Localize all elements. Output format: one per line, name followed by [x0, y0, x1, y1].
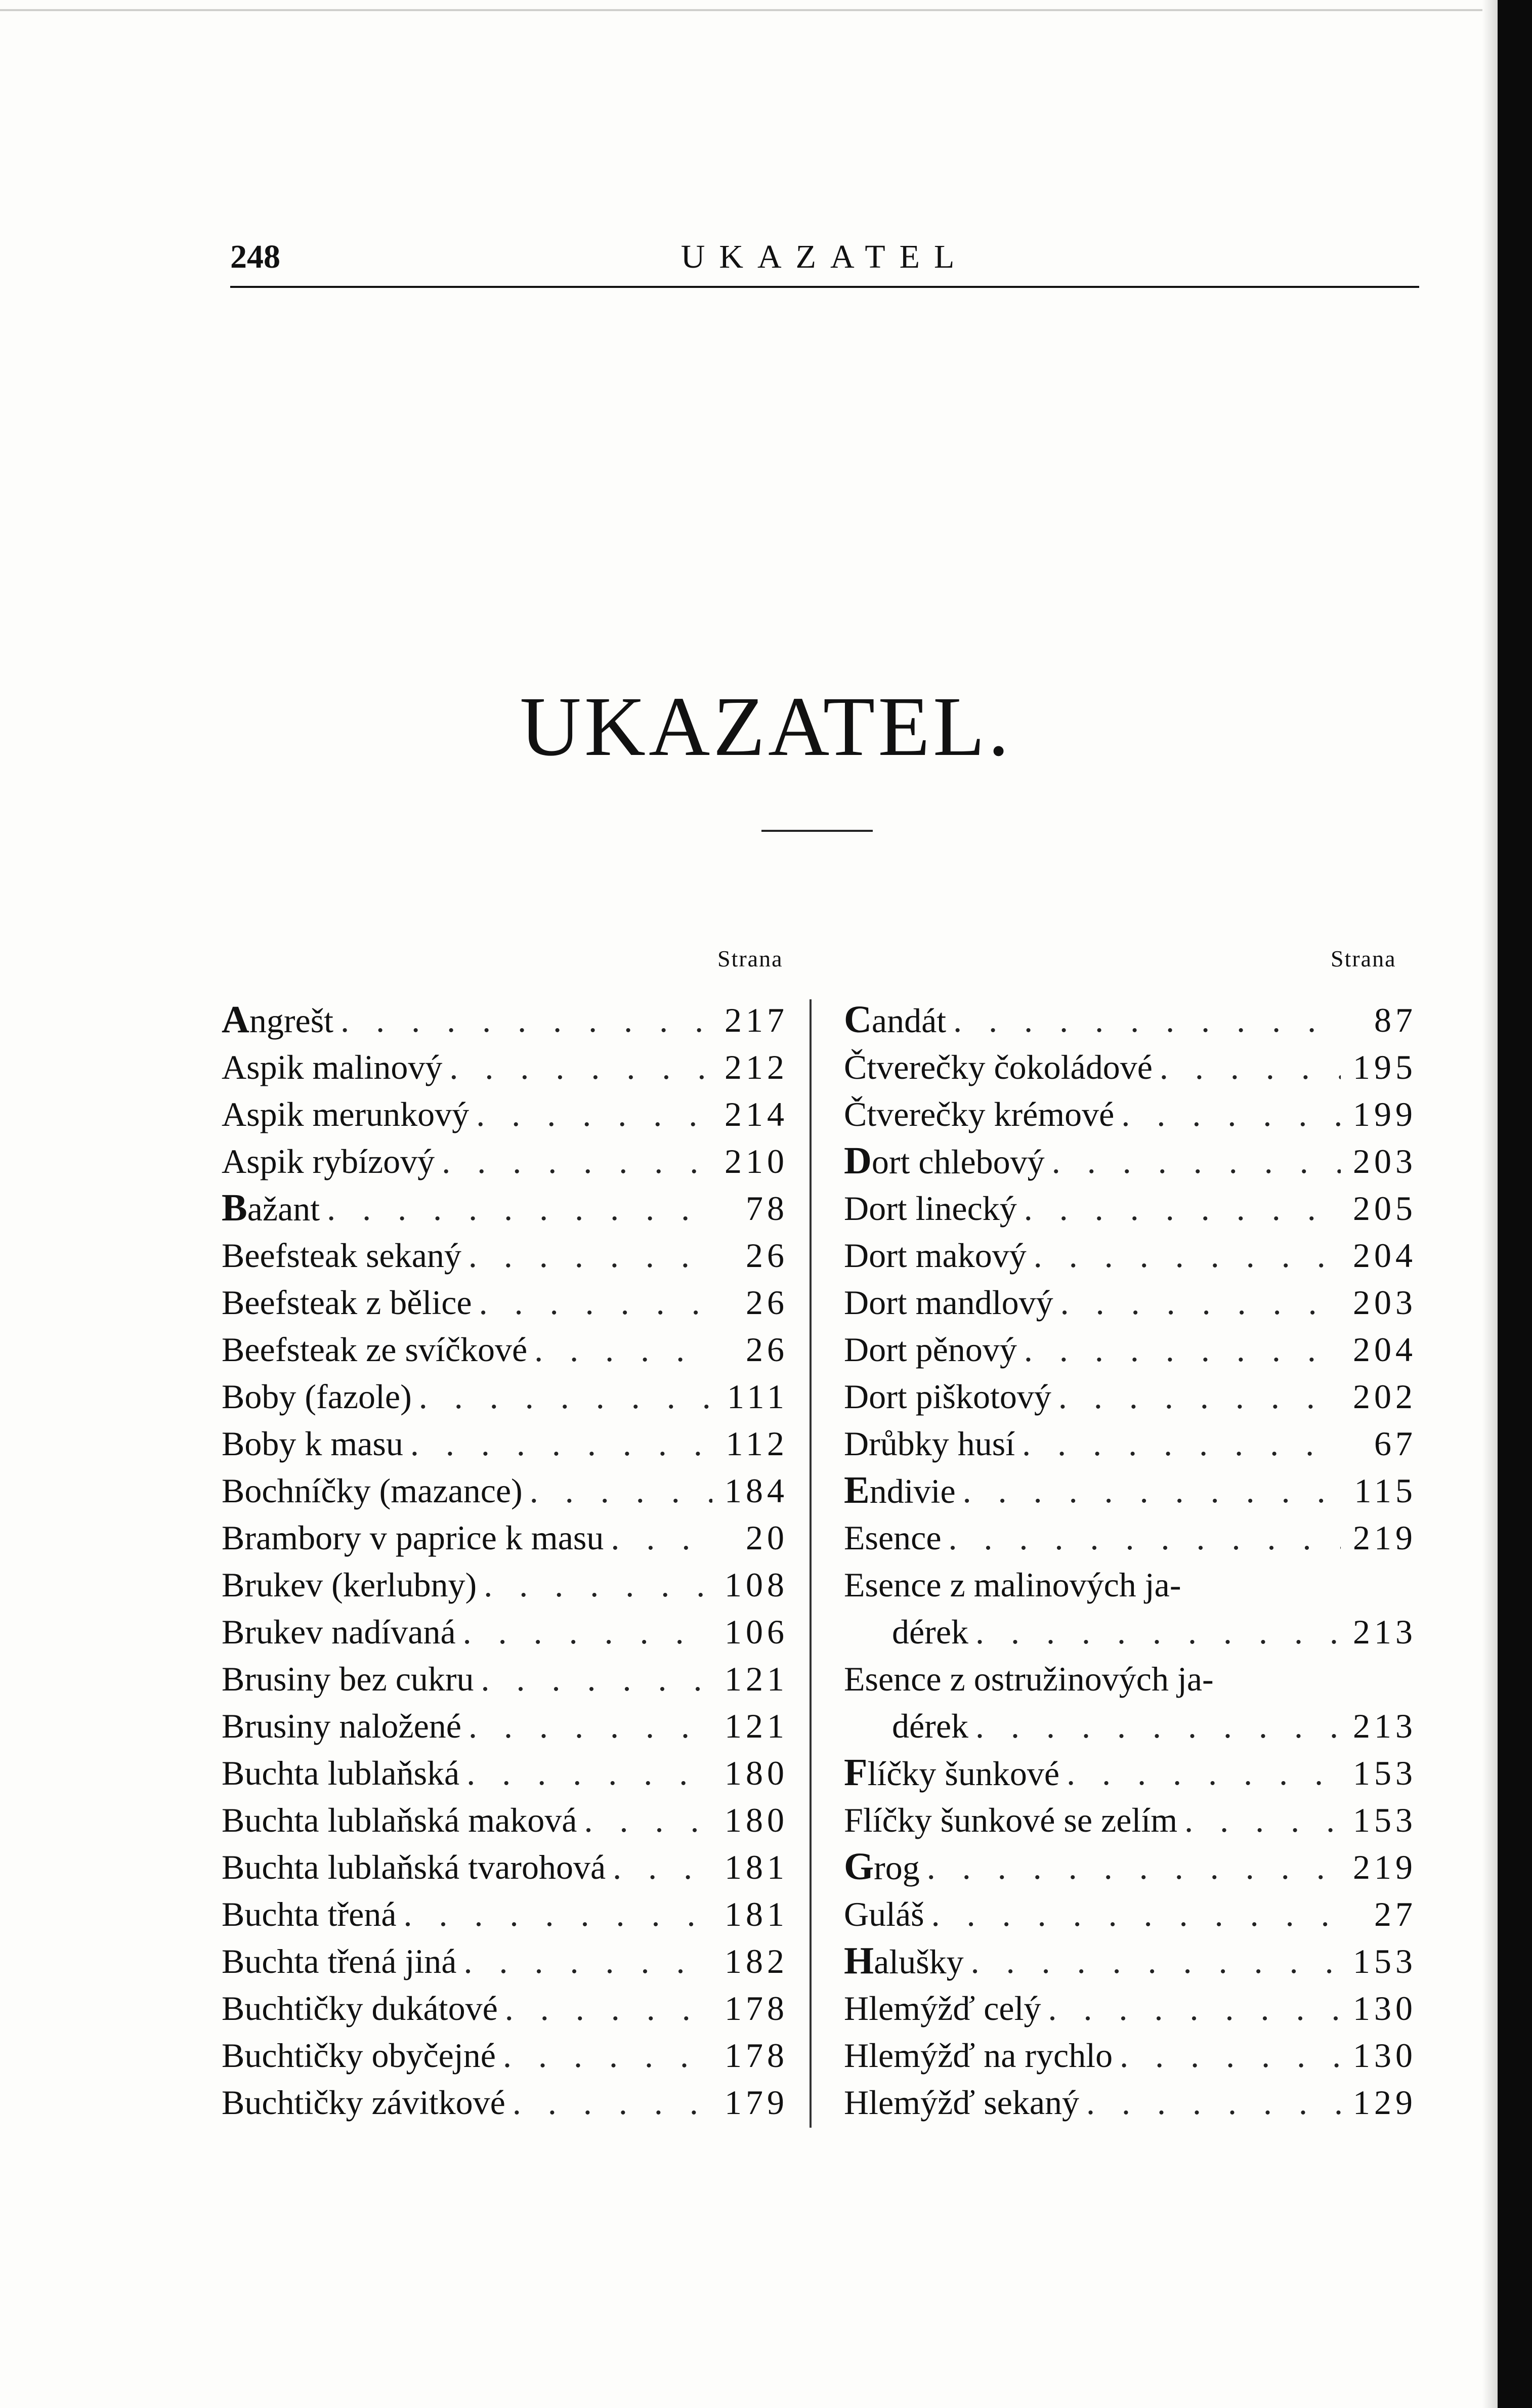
entry-page: 205 [1353, 1189, 1417, 1228]
entry-name [844, 1797, 1177, 1844]
entry-text: Aspik rybízový [222, 1142, 435, 1180]
index-entry [222, 2079, 788, 2126]
dot-leader [1113, 2032, 1341, 2079]
entry-name [844, 1137, 1045, 1186]
entry-text: ažant [247, 1190, 320, 1228]
entry-text: Brukev nadívaná [222, 1613, 456, 1651]
index-entry [222, 1232, 788, 1279]
index-entry [844, 1138, 1417, 1185]
index-entry [222, 1703, 788, 1750]
left-index-column [222, 997, 788, 2126]
entry-page: 180 [725, 1754, 788, 1792]
entry-text: Flíčky šunkové se zelím [844, 1801, 1178, 1839]
entry-text: rog [874, 1848, 920, 1887]
entry-text: Esence z malinových ja- [844, 1566, 1181, 1604]
entry-page: 180 [725, 1801, 788, 1839]
index-entry [222, 1609, 788, 1656]
entry-name [222, 1420, 403, 1467]
index-entry [222, 2032, 788, 2079]
dot-leader [577, 1797, 712, 1844]
entry-name [844, 1609, 968, 1656]
dot-leader [1045, 1138, 1341, 1185]
entry-page: 184 [725, 1471, 788, 1510]
entry-name [222, 1797, 577, 1844]
dot-leader [1041, 1985, 1341, 2032]
index-entry [222, 1891, 788, 1938]
entry-name [222, 996, 333, 1044]
dot-leader [1015, 1420, 1341, 1467]
entry-text: Hlemýžď na rychlo [844, 2036, 1113, 2075]
entry-name [844, 1561, 1181, 1609]
entry-name [222, 1326, 527, 1373]
entry-name [222, 1844, 606, 1891]
entry-name [222, 2032, 496, 2079]
entry-text: dérek [892, 1707, 969, 1745]
entry-initial: H [844, 1939, 874, 1982]
entry-name [844, 1279, 1053, 1326]
entry-name [844, 1232, 1027, 1279]
dot-leader [461, 1232, 712, 1279]
dot-leader [1053, 1279, 1341, 1326]
entry-text: Brusiny bez cukru [222, 1660, 474, 1698]
entry-page: 181 [725, 1848, 788, 1886]
dot-leader [505, 2079, 712, 2126]
entry-name [844, 1185, 1017, 1232]
dot-leader [604, 1514, 712, 1561]
entry-text: Čtverečky čokoládové [844, 1048, 1153, 1086]
dot-leader [1079, 2079, 1341, 2126]
dot-leader [924, 1891, 1341, 1938]
dot-leader [1177, 1797, 1341, 1844]
entry-text: Hlemýžď celý [844, 1989, 1041, 2027]
entry-page: 195 [1353, 1048, 1417, 1086]
index-entry [844, 1750, 1417, 1797]
entry-name [222, 1656, 474, 1703]
entry-page: 112 [726, 1424, 788, 1463]
column-divider [810, 999, 812, 2128]
dot-leader [320, 1185, 712, 1232]
entry-page: 121 [725, 1707, 788, 1745]
entry-page: 202 [1353, 1377, 1417, 1416]
dot-leader [1059, 1750, 1341, 1797]
index-entry [844, 1844, 1417, 1891]
entry-text: Beefsteak sekaný [222, 1236, 461, 1275]
index-entry [844, 1656, 1417, 1703]
entry-name [844, 1044, 1153, 1091]
entry-text: Dort piškotový [844, 1377, 1051, 1416]
index-entry [844, 1467, 1417, 1514]
entry-page: 130 [1353, 1989, 1417, 2027]
entry-text: líčky šunkové [867, 1754, 1060, 1793]
entry-name [844, 1703, 968, 1750]
index-entry [844, 1185, 1417, 1232]
page-binding-shadow [1482, 0, 1498, 2408]
entry-initial: B [222, 1187, 247, 1229]
page-top-edge [0, 9, 1498, 11]
entry-name [844, 996, 946, 1044]
entry-text: Beefsteak ze svíčkové [222, 1330, 528, 1369]
index-entry [844, 1985, 1417, 2032]
entry-name [222, 1467, 523, 1514]
index-entry [844, 997, 1417, 1044]
entry-page: 181 [725, 1895, 788, 1933]
entry-name [222, 1703, 461, 1750]
dot-leader [403, 1420, 712, 1467]
entry-text: Buchtičky závitkové [222, 2083, 505, 2122]
entry-page: 203 [1353, 1283, 1417, 1322]
dot-leader [472, 1279, 712, 1326]
entry-name [222, 1938, 456, 1985]
entry-page: 199 [1353, 1095, 1417, 1133]
entry-page: 182 [725, 1942, 788, 1980]
entry-text: Beefsteak z bělice [222, 1283, 472, 1322]
dot-leader [1027, 1232, 1341, 1279]
index-entry [222, 1844, 788, 1891]
dot-leader [920, 1844, 1341, 1891]
right-column-heading: Strana [1331, 946, 1396, 971]
dot-leader [946, 997, 1341, 1044]
index-entry [222, 1091, 788, 1138]
entry-text: Dort linecký [844, 1189, 1017, 1228]
entry-name [222, 1514, 604, 1561]
title-rule [761, 830, 873, 832]
index-entry [222, 1750, 788, 1797]
index-entry [222, 1797, 788, 1844]
entry-name [222, 1373, 412, 1420]
index-entry [844, 1279, 1417, 1326]
entry-text: ndivie [869, 1472, 956, 1510]
entry-text: alušky [874, 1942, 964, 1981]
entry-page: 153 [1353, 1801, 1417, 1839]
dot-leader [442, 1044, 712, 1091]
dot-leader [333, 997, 712, 1044]
entry-name [222, 1609, 456, 1656]
entry-name [222, 1891, 397, 1938]
index-entry [844, 2079, 1417, 2126]
entry-name [222, 2079, 505, 2126]
index-entry [844, 1091, 1417, 1138]
entry-text: Brukev (kerlubny) [222, 1566, 477, 1604]
entry-page: 78 [746, 1189, 788, 1228]
entry-page: 214 [725, 1095, 788, 1133]
dot-leader [942, 1514, 1341, 1561]
dot-leader [474, 1656, 712, 1703]
entry-text: Buchta třená [222, 1895, 397, 1933]
entry-initial: E [844, 1469, 870, 1511]
entry-page: 217 [725, 1001, 788, 1039]
entry-text: Dort pěnový [844, 1330, 1017, 1369]
entry-text: dérek [892, 1613, 969, 1651]
dot-leader [397, 1891, 712, 1938]
dot-leader [1114, 1091, 1341, 1138]
dot-leader [456, 1938, 712, 1985]
entry-page: 179 [725, 2083, 788, 2122]
entry-page: 121 [725, 1660, 788, 1698]
entry-page: 26 [746, 1236, 788, 1275]
entry-name [844, 2032, 1113, 2079]
index-entry [222, 997, 788, 1044]
entry-text: Aspik merunkový [222, 1095, 470, 1133]
entry-name [844, 1749, 1059, 1797]
entry-name [844, 2079, 1079, 2126]
entry-text: Esence z ostružinových ja- [844, 1660, 1214, 1698]
entry-text: Boby (fazole) [222, 1377, 412, 1416]
dot-leader [956, 1467, 1341, 1514]
index-entry [222, 1656, 788, 1703]
entry-page: 87 [1374, 1001, 1417, 1039]
running-head: UKAZATEL [680, 238, 969, 275]
entry-initial: F [844, 1751, 868, 1794]
entry-page: 204 [1353, 1330, 1417, 1369]
entry-text: Brusiny naložené [222, 1707, 461, 1745]
entry-text: Dort makový [844, 1236, 1027, 1275]
dot-leader [968, 1703, 1341, 1750]
entry-text: Aspik malinový [222, 1048, 443, 1086]
entry-text: Boby k masu [222, 1424, 403, 1463]
entry-text: andát [871, 1001, 947, 1040]
index-entry [844, 1891, 1417, 1938]
entry-page: 153 [1353, 1942, 1417, 1980]
entry-name [844, 1985, 1041, 2032]
index-entry [844, 1044, 1417, 1091]
index-entry [222, 1561, 788, 1609]
entry-initial: G [844, 1845, 874, 1888]
index-entry [222, 1326, 788, 1373]
entry-name [844, 1891, 924, 1938]
entry-page: 130 [1353, 2036, 1417, 2075]
index-entry [222, 1279, 788, 1326]
index-entry [844, 1514, 1417, 1561]
entry-name [222, 1750, 459, 1797]
page-right-border [1498, 0, 1532, 2408]
entry-text: Drůbky husí [844, 1424, 1015, 1463]
index-entry [222, 1985, 788, 2032]
entry-page: 111 [727, 1377, 788, 1416]
entry-name [222, 1985, 498, 2032]
index-title: UKAZATEL. [520, 680, 1012, 774]
index-entry [844, 1609, 1417, 1656]
entry-text: Buchta třená jiná [222, 1942, 457, 1980]
entry-text: Dort mandlový [844, 1283, 1053, 1322]
index-entry [844, 2032, 1417, 2079]
index-entry [222, 1185, 788, 1232]
entry-text: Buchta lublaňská [222, 1754, 460, 1792]
dot-leader [498, 1985, 712, 2032]
dot-leader [1017, 1185, 1341, 1232]
entry-name [844, 1326, 1017, 1373]
index-entry [844, 1373, 1417, 1420]
entry-name [222, 1091, 469, 1138]
entry-name [844, 1420, 1015, 1467]
entry-text: Esence [844, 1518, 942, 1557]
entry-name [222, 1279, 472, 1326]
entry-page: 178 [725, 1989, 788, 2027]
header-rule [230, 286, 1419, 288]
left-column-heading: Strana [717, 946, 783, 971]
entry-page: 108 [725, 1566, 788, 1604]
entry-text: Buchtičky dukátové [222, 1989, 498, 2027]
dot-leader [968, 1609, 1341, 1656]
index-entry [222, 1138, 788, 1185]
dot-leader [1017, 1326, 1341, 1373]
entry-name [844, 1843, 920, 1891]
dot-leader [1051, 1373, 1341, 1420]
entry-page: 213 [1353, 1707, 1417, 1745]
entry-page: 212 [725, 1048, 788, 1086]
entry-initial: A [222, 998, 249, 1041]
entry-text: ngrešt [249, 1001, 334, 1040]
entry-initial: C [844, 998, 872, 1041]
dot-leader [469, 1091, 712, 1138]
entry-page: 106 [725, 1613, 788, 1651]
entry-text: Buchta lublaňská maková [222, 1801, 577, 1839]
right-index-column [844, 997, 1417, 2126]
index-entry [844, 1232, 1417, 1279]
entry-page: 153 [1353, 1754, 1417, 1792]
index-entry [222, 1938, 788, 1985]
entry-page: 26 [746, 1283, 788, 1322]
index-entry [844, 1938, 1417, 1985]
entry-text: Buchtičky obyčejné [222, 2036, 496, 2075]
entry-page: 20 [746, 1518, 788, 1557]
entry-page: 213 [1353, 1613, 1417, 1651]
entry-initial: D [844, 1139, 872, 1182]
dot-leader [964, 1938, 1341, 1985]
entry-text: Buchta lublaňská tvarohová [222, 1848, 606, 1886]
entry-page: 219 [1353, 1518, 1417, 1557]
page-number: 248 [230, 238, 280, 275]
entry-text: Brambory v paprice k masu [222, 1518, 604, 1557]
entry-name [844, 1091, 1114, 1138]
dot-leader [606, 1844, 712, 1891]
entry-name [844, 1467, 956, 1515]
entry-text: Guláš [844, 1895, 924, 1933]
entry-name [222, 1232, 461, 1279]
entry-page: 26 [746, 1330, 788, 1369]
entry-name [222, 1185, 320, 1233]
index-entry [222, 1044, 788, 1091]
index-entry [222, 1420, 788, 1467]
index-entry [844, 1420, 1417, 1467]
index-entry [222, 1467, 788, 1514]
entry-name [844, 1937, 964, 1985]
dot-leader [477, 1561, 712, 1609]
page-header [230, 238, 1419, 288]
entry-text: Bochníčky (mazance) [222, 1471, 523, 1510]
dot-leader [523, 1467, 712, 1514]
entry-page: 204 [1353, 1236, 1417, 1275]
entry-name [222, 1138, 435, 1185]
index-entry [844, 1561, 1417, 1609]
entry-page: 67 [1374, 1424, 1417, 1463]
dot-leader [496, 2032, 712, 2079]
dot-leader [459, 1750, 712, 1797]
entry-name [844, 1514, 942, 1561]
dot-leader [1153, 1044, 1341, 1091]
entry-name [222, 1561, 477, 1609]
entry-name [844, 1656, 1214, 1703]
dot-leader [456, 1609, 712, 1656]
index-entry [222, 1373, 788, 1420]
entry-name [844, 1373, 1051, 1420]
entry-text: Hlemýžď sekaný [844, 2083, 1080, 2122]
entry-page: 129 [1353, 2083, 1417, 2122]
entry-text: ort chlebový [871, 1143, 1045, 1181]
entry-page: 210 [725, 1142, 788, 1180]
index-entry [844, 1797, 1417, 1844]
entry-text: Čtverečky krémové [844, 1095, 1115, 1133]
entry-page: 203 [1353, 1142, 1417, 1180]
dot-leader [461, 1703, 712, 1750]
dot-leader [527, 1326, 712, 1373]
dot-leader [412, 1373, 712, 1420]
entry-page: 27 [1374, 1895, 1417, 1933]
index-entry [222, 1514, 788, 1561]
entry-name [222, 1044, 442, 1091]
index-entry [844, 1326, 1417, 1373]
entry-page: 219 [1353, 1848, 1417, 1886]
index-entry [844, 1703, 1417, 1750]
dot-leader [435, 1138, 712, 1185]
entry-page: 115 [1354, 1471, 1417, 1510]
entry-page: 178 [725, 2036, 788, 2075]
